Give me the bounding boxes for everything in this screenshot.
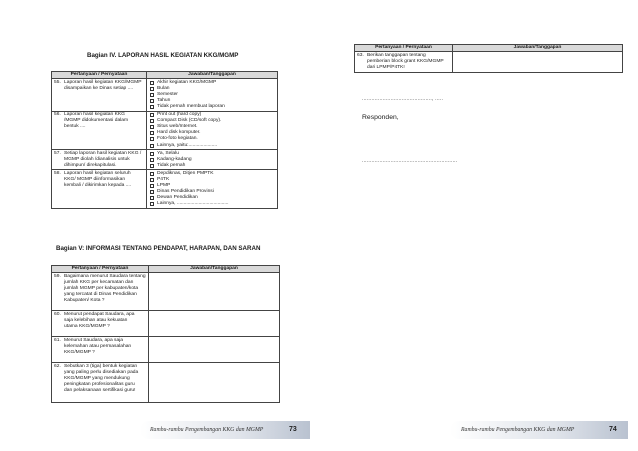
table-row: [52, 79, 278, 111]
checkbox-icon[interactable]: [150, 113, 154, 117]
question-text: [64, 151, 144, 169]
question-cell: [52, 337, 149, 363]
checkbox-icon[interactable]: [150, 81, 154, 85]
question-text: [64, 312, 146, 330]
answer-cell[interactable]: [149, 273, 280, 311]
table-row: [52, 337, 280, 363]
question-line: Berikan tanggapan tentang: [367, 52, 426, 58]
option-label: Ya, Selalu: [157, 150, 179, 156]
table-row: [355, 52, 623, 73]
question-line: dari LPMP/P4TK!: [367, 64, 405, 70]
question-text: [64, 112, 144, 130]
checkbox-icon[interactable]: [150, 99, 154, 103]
section-v-title: Bagian V: INFORMASI TENTANG PENDAPAT, HARAPAN, DAN SARAN: [56, 245, 261, 252]
option-label: P4TK: [157, 177, 170, 182]
question-text: [64, 338, 146, 356]
checkbox-icon[interactable]: [150, 202, 154, 206]
question: [54, 151, 144, 169]
question-number: 63.: [357, 52, 364, 58]
option-label: Semester: [157, 91, 178, 97]
question-number: 56.: [54, 112, 61, 118]
option-label: Dinas Pendidikan Provinsi: [157, 189, 214, 195]
question-text: [367, 53, 450, 71]
option-label: Compact Disk (CD/soft copy).: [157, 118, 222, 124]
answer-cell[interactable]: [149, 311, 280, 337]
answer-option[interactable]: [149, 104, 275, 110]
answer-cell: [147, 111, 278, 150]
question-line: Menurut pendapat Saudara, apa: [64, 311, 135, 317]
question-text: [64, 274, 146, 304]
question-number: 57.: [54, 150, 61, 156]
footer-title: Rambu-rambu Pengembangan KKG dan MGMP: [461, 427, 575, 433]
answer-option[interactable]: [149, 143, 275, 149]
question: [54, 171, 144, 189]
checkbox-icon[interactable]: [150, 125, 154, 129]
checkbox-icon[interactable]: [150, 131, 154, 135]
right-page: [319, 0, 638, 451]
question-cell: [52, 111, 147, 150]
option-label: Depdiknas, Ditjen PMPTK: [157, 170, 214, 176]
question-line: Kabupaten/ Kota ?: [64, 297, 105, 303]
column-header-answer: Jawaban/Tanggapan: [453, 45, 623, 52]
question: [54, 112, 144, 130]
option-label: Tahun: [157, 97, 171, 103]
option-label: Print out (hard copy): [157, 112, 202, 118]
question-cell: [52, 79, 147, 111]
question-line: KKG/ MGMP diinformasikan: [64, 177, 126, 182]
answer-cell[interactable]: [149, 363, 280, 403]
column-header-question: Pertanyaan / Pernyataan: [52, 266, 149, 273]
question: [54, 80, 144, 92]
question-number: 55.: [54, 79, 61, 85]
question-line: MGMP diolah /dianalisis untuk: [64, 156, 130, 162]
section-v-table: [51, 265, 280, 403]
question-cell: [52, 150, 147, 170]
checkbox-icon[interactable]: [150, 190, 154, 194]
option-label: Foto-foto kegiatan.: [157, 136, 198, 142]
question-line: Bagaimana menurut Saudara tentang: [64, 273, 146, 279]
question-line: jumlah MGMP per kabupaten/kota: [64, 285, 139, 291]
question-line: /MGMP didokumentasi dalam: [64, 118, 129, 124]
option-label: Tidak pernah: [157, 162, 186, 168]
column-header-answer: Jawaban/Tanggapan: [149, 266, 280, 273]
question-cell: [52, 311, 149, 337]
answer-cell: [147, 79, 278, 111]
question-cell: [52, 170, 147, 209]
question-line: Laporan hasil kegiatan KKG: [64, 112, 125, 118]
option-label: Akhir kegiatan KKG/MGMP: [157, 79, 217, 85]
question-line: dihimpun/ direkapitulasi.: [64, 162, 117, 168]
question-number: 58.: [54, 170, 61, 176]
question-line: dan pelaksanaan sertifikasi guru!: [64, 387, 136, 393]
question-text: [64, 80, 144, 92]
answer-cell: [147, 170, 278, 209]
section-iv-table: [51, 71, 278, 209]
section-iv-title: Bagian IV. LAPORAN HASIL KEGIATAN KKG/MGMP: [87, 52, 239, 59]
table-row: [52, 111, 278, 150]
question-line: kelemahan atau permasalahan: [64, 343, 132, 349]
option-label: Hard disk komputer.: [157, 130, 201, 136]
checkbox-icon[interactable]: [150, 87, 154, 91]
checkbox-icon[interactable]: [150, 93, 154, 97]
option-label: Lainnya, yaitu:.....................: [157, 142, 218, 148]
question-line: saja kelebihan atau kekuatan: [64, 317, 128, 323]
question-line: Sebutkan 3 (tiga) bentuk kegiatan: [64, 363, 138, 369]
question-line: utama KKG/MGMP ?: [64, 323, 110, 329]
question-line: yang tercatat di Dinas Pendidikan: [64, 291, 137, 297]
table-row: [52, 170, 278, 209]
question-text: [64, 364, 146, 394]
question-line: jumlah KKG per kecamatan dan: [64, 279, 134, 285]
checkbox-icon[interactable]: [150, 164, 154, 168]
checkbox-icon[interactable]: [150, 184, 154, 188]
question-cell: [52, 363, 149, 403]
page-number: 74: [609, 426, 617, 433]
checkbox-icon[interactable]: [150, 152, 154, 156]
answer-cell[interactable]: [453, 52, 623, 73]
question: [54, 312, 146, 330]
question-number: 59.: [54, 273, 61, 279]
question-number: 62.: [54, 363, 61, 369]
column-header-question: Pertanyaan / Pernyataan: [355, 45, 453, 52]
question-line: kembali / dikirimkan kepada ....: [64, 183, 132, 189]
question-line: Laporan hasil kegiatan seluruh: [64, 170, 131, 176]
question-cell: [355, 52, 453, 73]
question-number: 60.: [54, 311, 61, 317]
question: [54, 364, 146, 394]
question: [54, 338, 146, 356]
answer-cell[interactable]: [149, 337, 280, 363]
column-header-answer: Jawaban/Tanggapan: [147, 72, 278, 79]
table-row: [52, 150, 278, 170]
page-number: 73: [289, 426, 297, 433]
checkbox-icon[interactable]: [150, 196, 154, 200]
option-label: Kadang-kadang: [157, 156, 192, 162]
checkbox-icon[interactable]: [150, 172, 154, 176]
signature-line: ............................................................: [362, 158, 458, 164]
respondent-label: Responden,: [362, 114, 399, 121]
answer-option[interactable]: [149, 163, 275, 169]
option-label: Bulan: [157, 85, 170, 91]
question-line: Laporan hasil kegiatan KKG/MGMP: [64, 79, 142, 85]
question-line: Menurut Saudara, apa saja: [64, 337, 123, 343]
question-text: [64, 171, 144, 189]
option-label: Lainnya, ......................................: [157, 201, 229, 207]
question-line: disampaikan ke Dinas setiap ....: [64, 85, 134, 91]
question-line: peningkatan profesionalitas guru: [64, 381, 135, 387]
footer-title: Rambu-rambu Pengembangan KKG dan MGMP: [150, 427, 264, 433]
option-label: Dewan Pendidikan: [157, 195, 198, 201]
answer-option[interactable]: [149, 201, 275, 207]
question-number: 61.: [54, 337, 61, 343]
question-line: bentuk ....: [64, 124, 86, 130]
question-line: Setiap laporan hasil kegiatan KKG /: [64, 150, 142, 156]
checkbox-icon[interactable]: [150, 178, 154, 182]
question-line: yang paling perlu disediakan pada: [64, 369, 139, 375]
table-row: [52, 363, 280, 403]
option-label: LPMP: [157, 183, 171, 189]
table-row: [52, 311, 280, 337]
question-line: pemberian block grant KKG/MGMP: [367, 58, 444, 64]
checkbox-icon[interactable]: [150, 137, 154, 141]
column-header-question: Pertanyaan / Pernyataan: [52, 72, 147, 79]
question: [54, 274, 146, 304]
question-cell: [52, 273, 149, 311]
option-label: Tidak pernah membuat laporan: [157, 103, 225, 109]
checkbox-icon[interactable]: [150, 105, 154, 109]
checkbox-icon[interactable]: [150, 158, 154, 162]
answer-cell: [147, 150, 278, 170]
table-row: [52, 273, 280, 311]
checkbox-icon[interactable]: [150, 144, 154, 148]
option-label: Situs web/Internet.: [157, 124, 198, 130]
date-line: ............................................, .....: [362, 96, 444, 102]
checkbox-icon[interactable]: [150, 119, 154, 123]
continuation-table: [354, 44, 623, 73]
question-line: KKG/MGMP ?: [64, 349, 95, 355]
question-line: KKG/MGMP yang mendukung: [64, 375, 130, 381]
question: [357, 53, 450, 71]
